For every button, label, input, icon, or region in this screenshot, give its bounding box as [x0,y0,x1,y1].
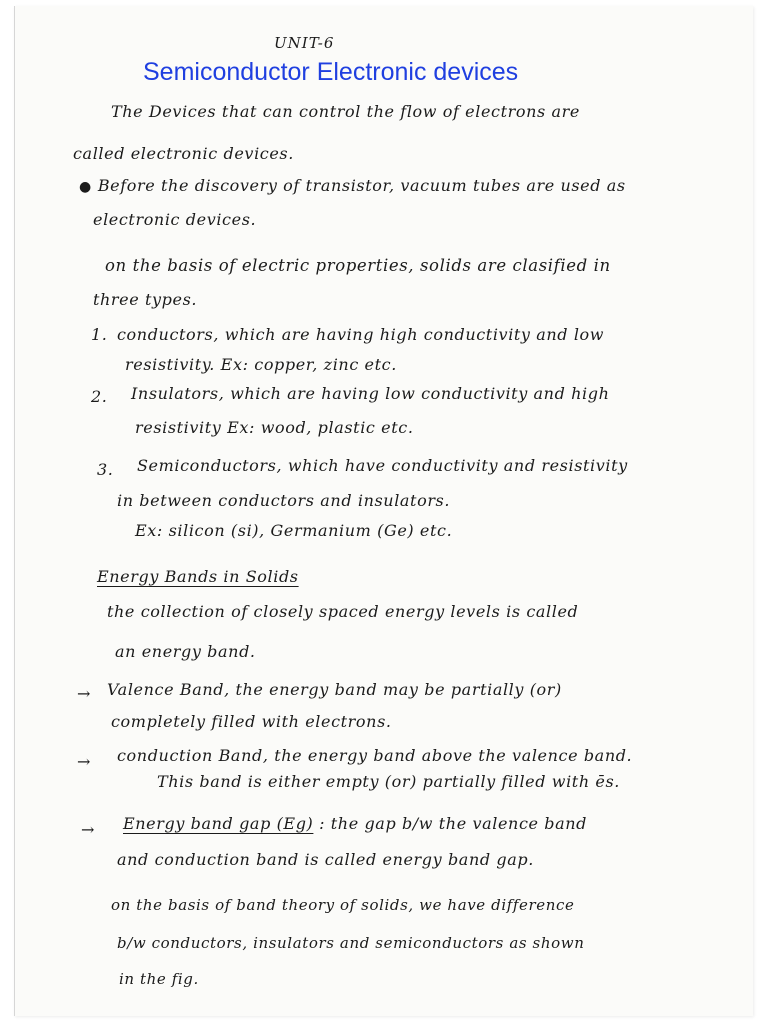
item-1-line-1: conductors, which are having high conductivity and low [117,325,605,344]
band-theory-line-3: in the fig. [119,970,199,988]
unit-label: UNIT-6 [274,34,335,52]
item-1-number: 1. [91,325,108,344]
item-2-number: 2. [91,387,108,406]
item-2-line-2: resistivity Ex: wood, plastic etc. [135,418,414,437]
bullet-dot-icon: ● [79,179,92,195]
band-gap-line-1 [123,816,587,832]
item-1-line-2: resistivity. Ex: copper, zinc etc. [125,355,397,374]
band-theory-line-2: b/w conductors, insulators and semiconductors as shown [117,934,585,952]
intro-bullet [79,178,626,194]
conduction-band-line-1: conduction Band, the energy band above the valence band. [117,746,633,765]
intro-line-1: The Devices that can control the flow of electrons are [111,102,580,121]
arrow-icon: → [77,752,92,771]
energy-band-def-line-2: an energy band. [115,642,256,661]
band-theory-line-1: on the basis of band theory of solids, we have difference [111,896,575,914]
conduction-band-line-2: This band is either empty (or) partially filled with ēs. [157,772,620,791]
item-3-number: 3. [97,460,114,479]
classification-line-1: on the basis of electric properties, solids are clasified in [105,256,611,275]
notebook-page [14,6,753,1016]
band-gap-line-2: and conduction band is called energy band gap. [117,850,534,869]
item-3-line-2: in between conductors and insulators. [117,491,451,510]
item-2-line-1: Insulators, which are having low conductivity and high [131,384,610,403]
band-gap-term: Energy band gap (Eg) [123,814,314,833]
item-3-line-1: Semiconductors, which have conductivity and resistivity [137,456,628,475]
band-gap-line-1-rest: : the gap b/w the valence band [319,814,587,833]
page-title: Semiconductor Electronic devices [143,58,519,86]
energy-bands-heading: Energy Bands in Solids [97,567,299,586]
valence-band-line-1: Valence Band, the energy band may be partially (or) [107,680,562,699]
classification-line-2: three types. [93,290,198,309]
arrow-icon: → [81,820,96,839]
arrow-icon: → [77,684,92,703]
intro-bullet-line-2: electronic devices. [93,210,257,229]
energy-band-def-line-1: the collection of closely spaced energy levels is called [107,602,579,621]
valence-band-line-2: completely filled with electrons. [111,712,392,731]
intro-line-2: called electronic devices. [73,144,294,163]
intro-bullet-line-1: Before the discovery of transistor, vacuum tubes are used as [97,176,626,195]
item-3-line-3: Ex: silicon (si), Germanium (Ge) etc. [135,521,453,540]
